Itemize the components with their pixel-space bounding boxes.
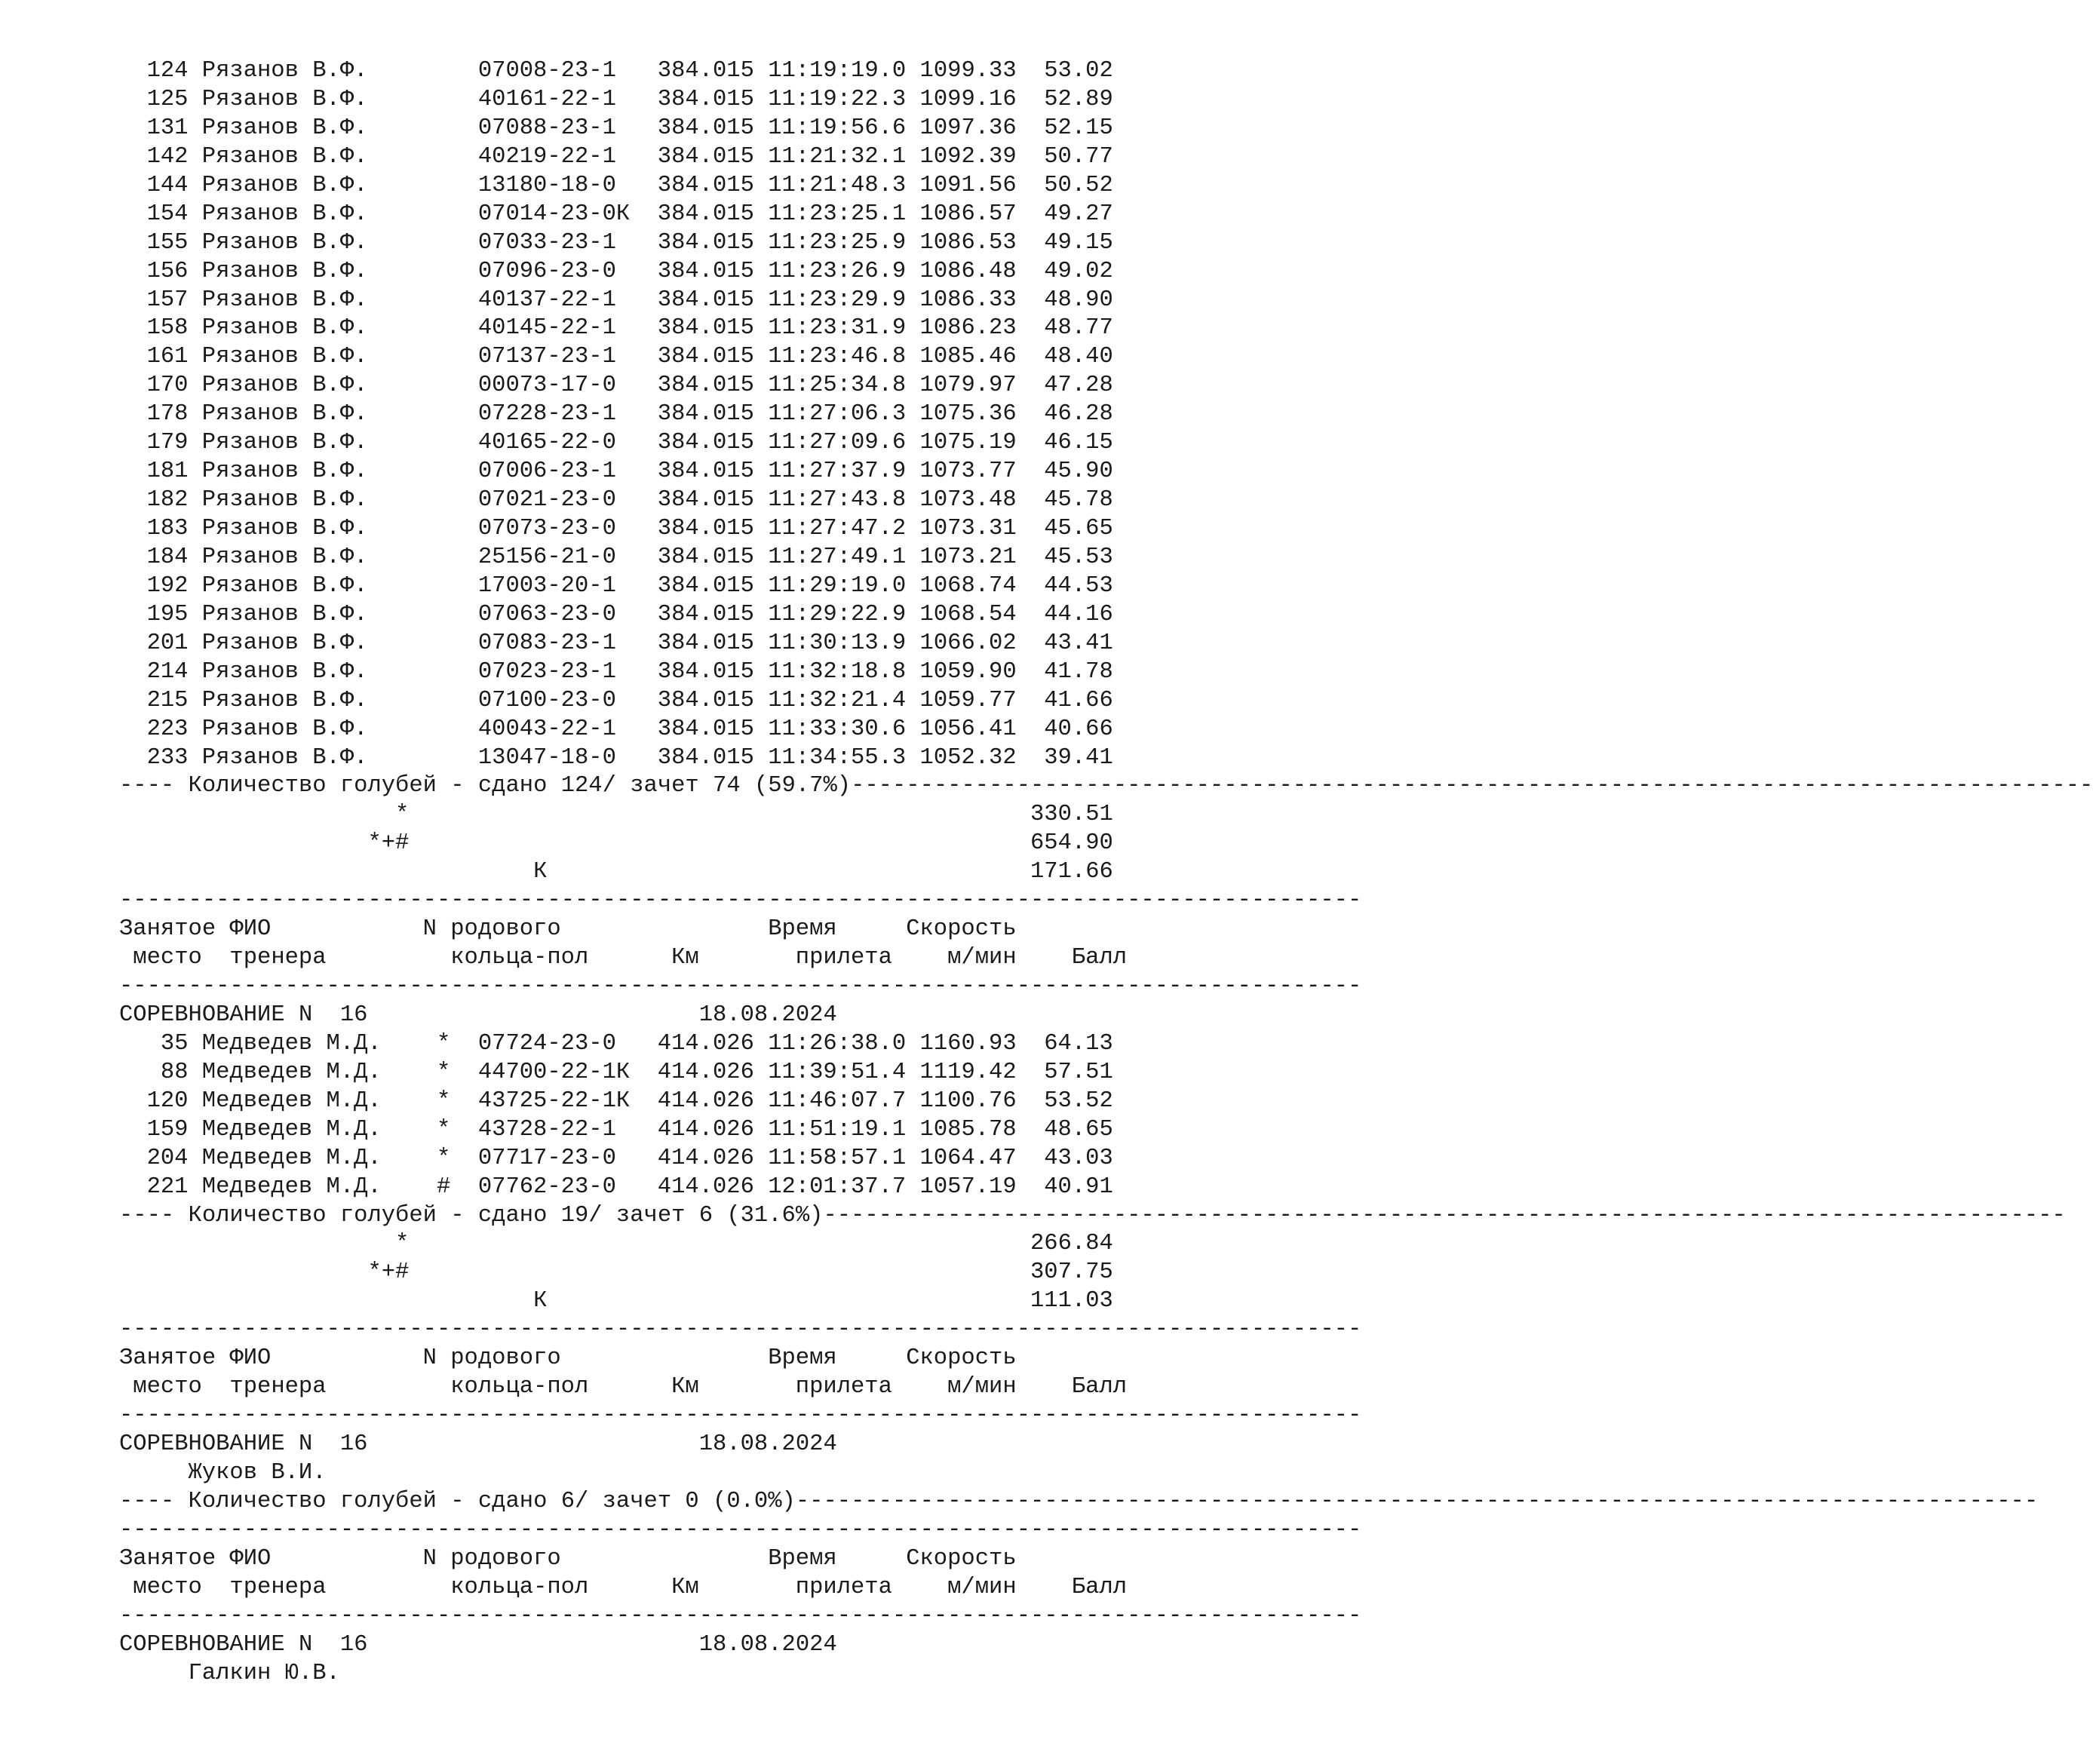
place-cell: 88 bbox=[160, 1059, 189, 1085]
speed-cell: 1099.33 bbox=[919, 58, 1017, 84]
ring-cell: 44700-22-1К bbox=[477, 1059, 631, 1085]
trainer-name-cell: Рязанов В.Ф. bbox=[201, 572, 368, 599]
ring-cell: 07088-23-1 bbox=[477, 115, 616, 141]
ring-cell: 07008-23-1 bbox=[477, 58, 616, 84]
trainer-name-cell: Рязанов В.Ф. bbox=[201, 201, 368, 227]
distance-cell: 414.026 bbox=[657, 1116, 754, 1143]
speed-cell: 1057.19 bbox=[919, 1173, 1017, 1200]
trainer-name-cell: Рязанов В.Ф. bbox=[201, 716, 368, 742]
speed-cell: 1119.42 bbox=[919, 1059, 1017, 1085]
result-row bbox=[119, 115, 1127, 143]
place-cell: 154 bbox=[146, 201, 189, 227]
place-cell: 184 bbox=[146, 544, 189, 570]
distance-cell: 384.015 bbox=[657, 58, 754, 84]
result-row bbox=[119, 1059, 1127, 1088]
trainer-name-cell: Рязанов В.Ф. bbox=[201, 315, 368, 342]
distance-cell: 384.015 bbox=[657, 459, 754, 485]
speed-cell: 1056.41 bbox=[919, 716, 1017, 742]
place-cell: 120 bbox=[146, 1088, 189, 1114]
section1-sum-starplus: *+# 654.90 bbox=[119, 830, 1113, 857]
points-cell: 52.15 bbox=[1044, 115, 1113, 141]
arrival-time-cell: 11:29:19.0 bbox=[768, 572, 907, 599]
distance-cell: 384.015 bbox=[657, 687, 754, 713]
distance-cell: 414.026 bbox=[657, 1145, 754, 1171]
distance-cell: 384.015 bbox=[657, 344, 754, 370]
distance-cell: 384.015 bbox=[657, 258, 754, 284]
place-cell: 233 bbox=[146, 744, 189, 771]
section4-competition: СОРЕВНОВАНИЕ N 16 18.08.2024 bbox=[119, 1631, 837, 1658]
section3-competition: СОРЕВНОВАНИЕ N 16 18.08.2024 bbox=[119, 1431, 837, 1457]
points-cell: 50.77 bbox=[1044, 143, 1113, 170]
arrival-time-cell: 11:34:55.3 bbox=[768, 744, 907, 771]
result-row bbox=[119, 343, 1127, 372]
result-row bbox=[119, 630, 1127, 658]
result-row bbox=[119, 86, 1127, 115]
trainer-name-cell: Рязанов В.Ф. bbox=[201, 630, 368, 656]
section2-sum-starplus: *+# 307.75 bbox=[119, 1259, 1113, 1286]
flag-cell: * bbox=[436, 1145, 451, 1171]
ring-cell: 07228-23-1 bbox=[477, 401, 616, 428]
points-cell: 48.40 bbox=[1044, 344, 1113, 370]
speed-cell: 1086.48 bbox=[919, 258, 1017, 284]
section4-trainer: Галкин Ю.В. bbox=[188, 1660, 340, 1686]
flag-cell: * bbox=[436, 1088, 451, 1114]
place-cell: 181 bbox=[146, 459, 189, 485]
arrival-time-cell: 11:27:47.2 bbox=[768, 516, 907, 541]
arrival-time-cell: 11:19:19.0 bbox=[768, 58, 907, 84]
place-cell: 192 bbox=[146, 572, 189, 599]
trainer-name-cell: Рязанов В.Ф. bbox=[201, 459, 368, 485]
ring-cell: 43725-22-1К bbox=[477, 1088, 631, 1114]
arrival-time-cell: 11:39:51.4 bbox=[768, 1059, 907, 1085]
result-row bbox=[119, 687, 1127, 716]
result-row bbox=[119, 1030, 1127, 1059]
points-cell: 41.78 bbox=[1044, 658, 1113, 685]
trainer-name-cell: Медведев М.Д. bbox=[201, 1088, 382, 1114]
section3-trainer: Жуков В.И. bbox=[188, 1459, 327, 1486]
distance-cell: 384.015 bbox=[657, 143, 754, 170]
arrival-time-cell: 11:32:21.4 bbox=[768, 687, 907, 713]
points-cell: 57.51 bbox=[1044, 1059, 1113, 1085]
trainer-name-cell: Медведев М.Д. bbox=[201, 1145, 382, 1171]
ring-cell: 00073-17-0 bbox=[477, 373, 616, 399]
arrival-time-cell: 11:19:56.6 bbox=[768, 115, 907, 141]
speed-cell: 1066.02 bbox=[919, 630, 1017, 656]
ring-cell: 07021-23-0 bbox=[477, 487, 616, 514]
result-row bbox=[119, 287, 1127, 315]
arrival-time-cell: 11:27:37.9 bbox=[768, 459, 907, 485]
place-cell: 221 bbox=[146, 1173, 189, 1200]
result-row bbox=[119, 1116, 1127, 1145]
distance-cell: 384.015 bbox=[657, 744, 754, 771]
arrival-time-cell: 11:29:22.9 bbox=[768, 601, 907, 627]
result-row bbox=[119, 1088, 1127, 1116]
distance-cell: 384.015 bbox=[657, 544, 754, 570]
result-row bbox=[119, 1173, 1127, 1202]
trainer-name-cell: Рязанов В.Ф. bbox=[201, 687, 368, 713]
result-row bbox=[119, 201, 1127, 229]
place-cell: 156 bbox=[146, 258, 189, 284]
points-cell: 49.02 bbox=[1044, 258, 1113, 284]
points-cell: 49.15 bbox=[1044, 229, 1113, 256]
result-row bbox=[119, 515, 1127, 544]
points-cell: 44.16 bbox=[1044, 601, 1113, 627]
distance-cell: 384.015 bbox=[657, 716, 754, 742]
place-cell: 131 bbox=[146, 115, 189, 141]
result-row bbox=[119, 429, 1127, 458]
ring-cell: 07137-23-1 bbox=[477, 344, 616, 370]
trainer-name-cell: Медведев М.Д. bbox=[201, 1030, 382, 1057]
place-cell: 158 bbox=[146, 315, 189, 342]
distance-cell: 384.015 bbox=[657, 229, 754, 256]
points-cell: 48.77 bbox=[1044, 315, 1113, 342]
flag-cell: * bbox=[436, 1030, 451, 1057]
ring-cell: 07762-23-0 bbox=[477, 1173, 616, 1200]
section1-sum-star: * 330.51 bbox=[119, 802, 1113, 828]
section2-sum-k: К 111.03 bbox=[119, 1288, 1113, 1315]
arrival-time-cell: 11:58:57.1 bbox=[768, 1145, 907, 1171]
speed-cell: 1073.77 bbox=[919, 459, 1017, 485]
arrival-time-cell: 11:26:38.0 bbox=[768, 1030, 907, 1057]
distance-cell: 414.026 bbox=[657, 1059, 754, 1085]
distance-cell: 414.026 bbox=[657, 1030, 754, 1057]
ring-cell: 07100-23-0 bbox=[477, 687, 616, 713]
section2-competition: СОРЕВНОВАНИЕ N 16 18.08.2024 bbox=[119, 1002, 837, 1028]
flag-cell: * bbox=[436, 1059, 451, 1085]
ring-cell: 40165-22-0 bbox=[477, 430, 616, 456]
trainer-name-cell: Рязанов В.Ф. bbox=[201, 58, 368, 84]
speed-cell: 1068.54 bbox=[919, 601, 1017, 627]
arrival-time-cell: 11:32:18.8 bbox=[768, 658, 907, 685]
trainer-name-cell: Рязанов В.Ф. bbox=[201, 115, 368, 141]
divider: ------------------------------------------------------------------------------------------ bbox=[119, 888, 1362, 914]
ring-cell: 40161-22-1 bbox=[477, 86, 616, 112]
ring-cell: 25156-21-0 bbox=[477, 544, 616, 570]
place-cell: 215 bbox=[146, 687, 189, 713]
trainer-name-cell: Рязанов В.Ф. bbox=[201, 544, 368, 570]
ring-cell: 07717-23-0 bbox=[477, 1145, 616, 1171]
place-cell: 159 bbox=[146, 1116, 189, 1143]
distance-cell: 414.026 bbox=[657, 1088, 754, 1114]
place-cell: 170 bbox=[146, 373, 189, 399]
points-cell: 43.03 bbox=[1044, 1145, 1113, 1171]
result-row bbox=[119, 314, 1127, 343]
result-row bbox=[119, 172, 1127, 201]
ring-cell: 07096-23-0 bbox=[477, 258, 616, 284]
speed-cell: 1075.19 bbox=[919, 430, 1017, 456]
place-cell: 214 bbox=[146, 658, 189, 685]
section3-count-line: ---- Количество голубей - сдано 6/ зачет 0 (0.0%) ------------------------------------------------------------------------------------------ bbox=[119, 1488, 2039, 1514]
arrival-time-cell: 11:23:29.9 bbox=[768, 287, 907, 313]
arrival-time-cell: 11:21:32.1 bbox=[768, 143, 907, 170]
distance-cell: 384.015 bbox=[657, 572, 754, 599]
trainer-name-cell: Рязанов В.Ф. bbox=[201, 601, 368, 627]
column-header-line1: Занятое ФИО N родового Время Скорость bbox=[119, 916, 1017, 943]
flag-cell: # bbox=[436, 1173, 451, 1200]
points-cell: 45.90 bbox=[1044, 459, 1113, 485]
section1-count-line: ---- Количество голубей - сдано 124/ зачет 74 (59.7%) ------------------------------------------------------------------------------------------ bbox=[119, 773, 2093, 799]
speed-cell: 1160.93 bbox=[919, 1030, 1017, 1057]
divider: ------------------------------------------------------------------------------------------ bbox=[119, 1603, 1362, 1629]
ring-cell: 07063-23-0 bbox=[477, 601, 616, 627]
ring-cell: 40145-22-1 bbox=[477, 315, 616, 342]
speed-cell: 1073.21 bbox=[919, 544, 1017, 570]
place-cell: 155 bbox=[146, 229, 189, 256]
trainer-name-cell: Рязанов В.Ф. bbox=[201, 401, 368, 428]
speed-cell: 1086.53 bbox=[919, 229, 1017, 256]
arrival-time-cell: 12:01:37.7 bbox=[768, 1173, 907, 1200]
arrival-time-cell: 11:27:43.8 bbox=[768, 487, 907, 514]
ring-cell: 07724-23-0 bbox=[477, 1030, 616, 1057]
column-header-line2: место тренера кольца-пол Км прилета м/мин Балл bbox=[133, 1574, 1128, 1600]
speed-cell: 1079.97 bbox=[919, 373, 1017, 399]
divider: ------------------------------------------------------------------------------------------ bbox=[119, 1517, 1362, 1543]
points-cell: 41.66 bbox=[1044, 687, 1113, 713]
points-cell: 45.53 bbox=[1044, 544, 1113, 570]
points-cell: 45.78 bbox=[1044, 487, 1113, 514]
arrival-time-cell: 11:33:30.6 bbox=[768, 716, 907, 742]
speed-cell: 1086.33 bbox=[919, 287, 1017, 313]
ring-cell: 43728-22-1 bbox=[477, 1116, 616, 1143]
points-cell: 50.52 bbox=[1044, 172, 1113, 198]
trainer-name-cell: Рязанов В.Ф. bbox=[201, 487, 368, 514]
speed-cell: 1097.36 bbox=[919, 115, 1017, 141]
points-cell: 53.52 bbox=[1044, 1088, 1113, 1114]
arrival-time-cell: 11:19:22.3 bbox=[768, 86, 907, 112]
distance-cell: 384.015 bbox=[657, 373, 754, 399]
points-cell: 45.65 bbox=[1044, 516, 1113, 541]
trainer-name-cell: Медведев М.Д. bbox=[201, 1173, 382, 1200]
result-row bbox=[119, 716, 1127, 744]
trainer-name-cell: Медведев М.Д. bbox=[201, 1116, 382, 1143]
points-cell: 40.66 bbox=[1044, 716, 1113, 742]
points-cell: 46.28 bbox=[1044, 401, 1113, 428]
distance-cell: 384.015 bbox=[657, 287, 754, 313]
points-cell: 47.28 bbox=[1044, 373, 1113, 399]
trainer-name-cell: Медведев М.Д. bbox=[201, 1059, 382, 1085]
column-header-line2: место тренера кольца-пол Км прилета м/мин Балл bbox=[133, 1374, 1128, 1400]
arrival-time-cell: 11:27:49.1 bbox=[768, 544, 907, 570]
section2-count-line: ---- Количество голубей - сдано 19/ зачет 6 (31.6%) ------------------------------------------------------------------------------------------ bbox=[119, 1202, 2066, 1229]
distance-cell: 384.015 bbox=[657, 86, 754, 112]
result-row bbox=[119, 400, 1127, 429]
place-cell: 179 bbox=[146, 430, 189, 456]
points-cell: 46.15 bbox=[1044, 430, 1113, 456]
place-cell: 157 bbox=[146, 287, 189, 313]
ring-cell: 17003-20-1 bbox=[477, 572, 616, 599]
place-cell: 142 bbox=[146, 143, 189, 170]
result-row bbox=[119, 658, 1127, 687]
points-cell: 48.65 bbox=[1044, 1116, 1113, 1143]
distance-cell: 384.015 bbox=[657, 487, 754, 514]
trainer-name-cell: Рязанов В.Ф. bbox=[201, 258, 368, 284]
ring-cell: 07006-23-1 bbox=[477, 459, 616, 485]
trainer-name-cell: Рязанов В.Ф. bbox=[201, 229, 368, 256]
speed-cell: 1073.31 bbox=[919, 516, 1017, 541]
results-sheet bbox=[119, 57, 2093, 1688]
distance-cell: 384.015 bbox=[657, 115, 754, 141]
trainer-name-cell: Рязанов В.Ф. bbox=[201, 344, 368, 370]
distance-cell: 384.015 bbox=[657, 658, 754, 685]
arrival-time-cell: 11:27:09.6 bbox=[768, 430, 907, 456]
trainer-name-cell: Рязанов В.Ф. bbox=[201, 143, 368, 170]
points-cell: 44.53 bbox=[1044, 572, 1113, 599]
ring-cell: 07083-23-1 bbox=[477, 630, 616, 656]
flag-cell: * bbox=[436, 1116, 451, 1143]
arrival-time-cell: 11:23:25.9 bbox=[768, 229, 907, 256]
ring-cell: 07014-23-0К bbox=[477, 201, 631, 227]
ring-cell: 07033-23-1 bbox=[477, 229, 616, 256]
section2-sum-star: * 266.84 bbox=[119, 1231, 1113, 1257]
place-cell: 35 bbox=[160, 1030, 189, 1057]
speed-cell: 1086.23 bbox=[919, 315, 1017, 342]
place-cell: 124 bbox=[146, 58, 189, 84]
result-row bbox=[119, 458, 1127, 486]
section1-rows bbox=[119, 57, 1127, 772]
trainer-name-cell: Рязанов В.Ф. bbox=[201, 430, 368, 456]
divider: ------------------------------------------------------------------------------------------ bbox=[119, 1317, 1362, 1343]
trainer-name-cell: Рязанов В.Ф. bbox=[201, 287, 368, 313]
trainer-name-cell: Рязанов В.Ф. bbox=[201, 373, 368, 399]
arrival-time-cell: 11:46:07.7 bbox=[768, 1088, 907, 1114]
ring-cell: 07073-23-0 bbox=[477, 516, 616, 541]
result-row bbox=[119, 486, 1127, 515]
place-cell: 195 bbox=[146, 601, 189, 627]
result-row bbox=[119, 544, 1127, 572]
speed-cell: 1073.48 bbox=[919, 487, 1017, 514]
speed-cell: 1075.36 bbox=[919, 401, 1017, 428]
speed-cell: 1099.16 bbox=[919, 86, 1017, 112]
speed-cell: 1064.47 bbox=[919, 1145, 1017, 1171]
arrival-time-cell: 11:23:25.1 bbox=[768, 201, 907, 227]
trainer-name-cell: Рязанов В.Ф. bbox=[201, 516, 368, 541]
arrival-time-cell: 11:23:31.9 bbox=[768, 315, 907, 342]
place-cell: 182 bbox=[146, 487, 189, 514]
speed-cell: 1059.77 bbox=[919, 687, 1017, 713]
points-cell: 43.41 bbox=[1044, 630, 1113, 656]
result-row bbox=[119, 258, 1127, 287]
trainer-name-cell: Рязанов В.Ф. bbox=[201, 658, 368, 685]
place-cell: 144 bbox=[146, 172, 189, 198]
speed-cell: 1052.32 bbox=[919, 744, 1017, 771]
points-cell: 52.89 bbox=[1044, 86, 1113, 112]
result-row bbox=[119, 57, 1127, 86]
place-cell: 178 bbox=[146, 401, 189, 428]
ring-cell: 13180-18-0 bbox=[477, 172, 616, 198]
divider: ------------------------------------------------------------------------------------------ bbox=[119, 1403, 1362, 1429]
place-cell: 125 bbox=[146, 86, 189, 112]
speed-cell: 1100.76 bbox=[919, 1088, 1017, 1114]
arrival-time-cell: 11:23:26.9 bbox=[768, 258, 907, 284]
points-cell: 64.13 bbox=[1044, 1030, 1113, 1057]
result-row bbox=[119, 143, 1127, 172]
arrival-time-cell: 11:21:48.3 bbox=[768, 172, 907, 198]
section1-sum-k: К 171.66 bbox=[119, 859, 1113, 885]
distance-cell: 384.015 bbox=[657, 601, 754, 627]
points-cell: 53.02 bbox=[1044, 58, 1113, 84]
result-row bbox=[119, 744, 1127, 773]
ring-cell: 07023-23-1 bbox=[477, 658, 616, 685]
speed-cell: 1068.74 bbox=[919, 572, 1017, 599]
points-cell: 40.91 bbox=[1044, 1173, 1113, 1200]
ring-cell: 40137-22-1 bbox=[477, 287, 616, 313]
speed-cell: 1091.56 bbox=[919, 172, 1017, 198]
place-cell: 223 bbox=[146, 716, 189, 742]
arrival-time-cell: 11:30:13.9 bbox=[768, 630, 907, 656]
points-cell: 39.41 bbox=[1044, 744, 1113, 771]
distance-cell: 384.015 bbox=[657, 430, 754, 456]
place-cell: 161 bbox=[146, 344, 189, 370]
distance-cell: 384.015 bbox=[657, 516, 754, 541]
result-row bbox=[119, 229, 1127, 258]
arrival-time-cell: 11:51:19.1 bbox=[768, 1116, 907, 1143]
result-row bbox=[119, 601, 1127, 630]
speed-cell: 1085.46 bbox=[919, 344, 1017, 370]
ring-cell: 40043-22-1 bbox=[477, 716, 616, 742]
trainer-name-cell: Рязанов В.Ф. bbox=[201, 172, 368, 198]
arrival-time-cell: 11:25:34.8 bbox=[768, 373, 907, 399]
speed-cell: 1092.39 bbox=[919, 143, 1017, 170]
distance-cell: 384.015 bbox=[657, 172, 754, 198]
ring-cell: 40219-22-1 bbox=[477, 143, 616, 170]
section2-rows bbox=[119, 1030, 1127, 1202]
place-cell: 201 bbox=[146, 630, 189, 656]
result-row bbox=[119, 1145, 1127, 1173]
trainer-name-cell: Рязанов В.Ф. bbox=[201, 86, 368, 112]
column-header-line1: Занятое ФИО N родового Время Скорость bbox=[119, 1345, 1017, 1372]
distance-cell: 384.015 bbox=[657, 315, 754, 342]
speed-cell: 1059.90 bbox=[919, 658, 1017, 685]
points-cell: 49.27 bbox=[1044, 201, 1113, 227]
distance-cell: 384.015 bbox=[657, 401, 754, 428]
result-row bbox=[119, 572, 1127, 601]
trainer-name-cell: Рязанов В.Ф. bbox=[201, 744, 368, 771]
arrival-time-cell: 11:23:46.8 bbox=[768, 344, 907, 370]
distance-cell: 384.015 bbox=[657, 630, 754, 656]
result-row bbox=[119, 372, 1127, 400]
column-header-line2: место тренера кольца-пол Км прилета м/мин Балл bbox=[133, 945, 1128, 971]
place-cell: 183 bbox=[146, 516, 189, 541]
points-cell: 48.90 bbox=[1044, 287, 1113, 313]
divider: ------------------------------------------------------------------------------------------ bbox=[119, 974, 1362, 999]
place-cell: 204 bbox=[146, 1145, 189, 1171]
column-header-line1: Занятое ФИО N родового Время Скорость bbox=[119, 1545, 1017, 1572]
distance-cell: 384.015 bbox=[657, 201, 754, 227]
ring-cell: 13047-18-0 bbox=[477, 744, 616, 771]
arrival-time-cell: 11:27:06.3 bbox=[768, 401, 907, 428]
speed-cell: 1086.57 bbox=[919, 201, 1017, 227]
speed-cell: 1085.78 bbox=[919, 1116, 1017, 1143]
distance-cell: 414.026 bbox=[657, 1173, 754, 1200]
